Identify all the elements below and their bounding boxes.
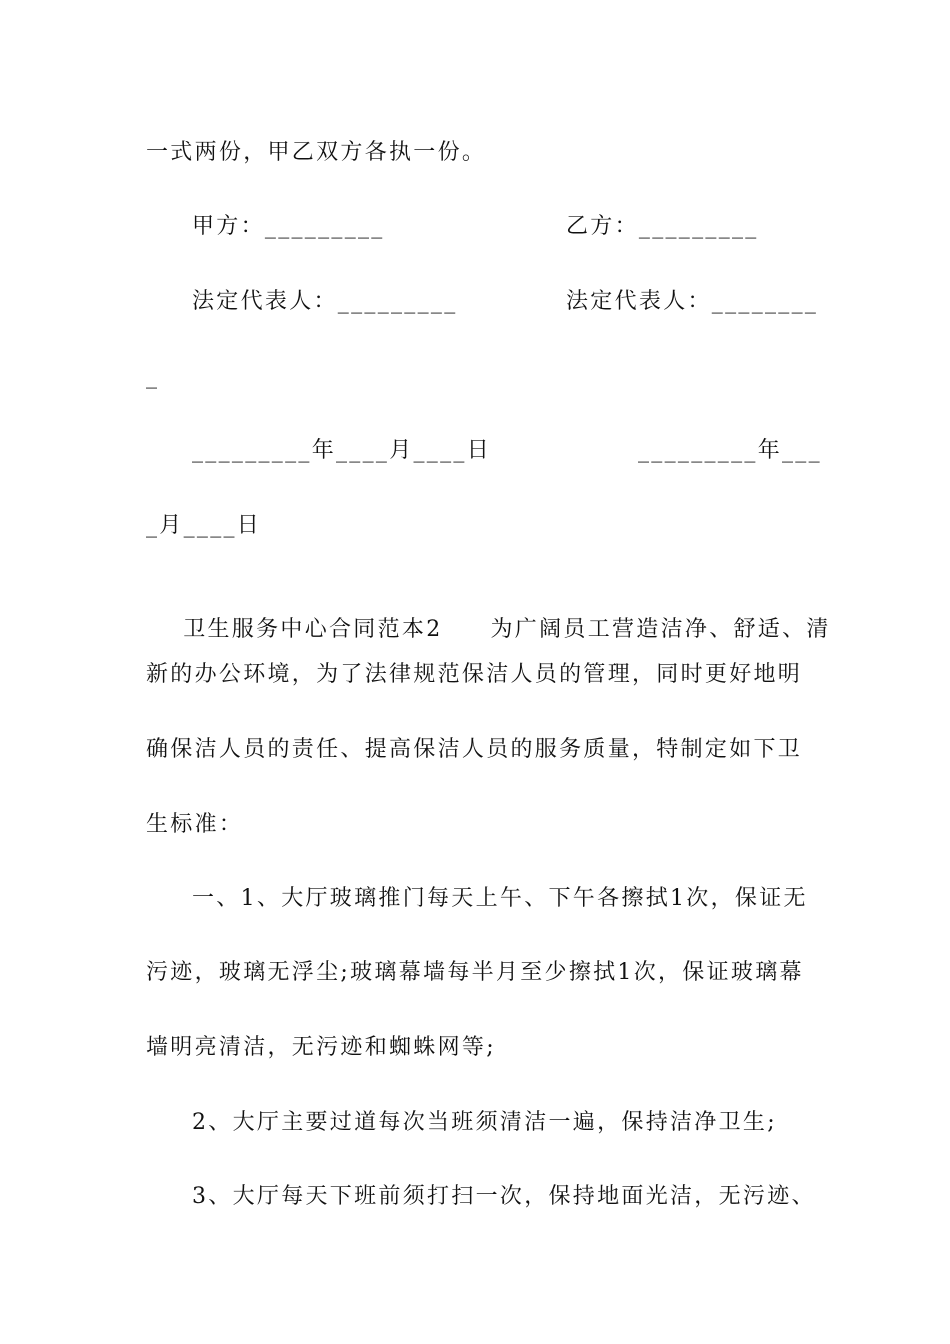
section-title: 卫生服务中心合同范本2 bbox=[183, 617, 443, 642]
paragraph-line: 确保洁人员的责任、提高保洁人员的服务质量，特制定如下卫 bbox=[146, 737, 803, 762]
party-a-signature: 甲方：_________ bbox=[192, 214, 385, 239]
item-3-line: 3、大厅每天下班前须打扫一次，保持地面光洁，无污迹、 bbox=[192, 1184, 816, 1209]
party-b-signature: 乙方：_________ bbox=[566, 214, 759, 239]
item-1-line: 墙明亮清洁，无污迹和蜘蛛网等; bbox=[146, 1035, 496, 1060]
paragraph-line: 新的办公环境，为了法律规范保洁人员的管理，同时更好地明 bbox=[146, 662, 803, 687]
closing-line: 一式两份，甲乙双方各执一份。 bbox=[146, 140, 487, 165]
party-a-date: _________年____月____日 bbox=[192, 438, 491, 463]
item-1-line: 污迹，玻璃无浮尘;玻璃幕墙每半月至少擦拭1次，保证玻璃幕 bbox=[146, 960, 804, 985]
intro-text: 为广阔员工营造洁净、舒适、清 bbox=[490, 617, 831, 642]
paragraph-line: 生标准： bbox=[146, 812, 244, 837]
party-a-representative: 法定代表人：_________ bbox=[192, 289, 458, 314]
party-b-date: _________年___ bbox=[638, 438, 822, 463]
item-2-line: 2、大厅主要过道每次当班须清洁一遍，保持洁净卫生; bbox=[192, 1110, 777, 1135]
item-1-line: 一、1、大厅玻璃推门每天上午、下午各擦拭1次，保证无 bbox=[192, 886, 808, 911]
party-b-representative-wrap: _ bbox=[146, 364, 160, 389]
party-b-representative: 法定代表人：________ bbox=[566, 289, 819, 314]
party-b-date-wrap: _月____日 bbox=[146, 513, 262, 538]
